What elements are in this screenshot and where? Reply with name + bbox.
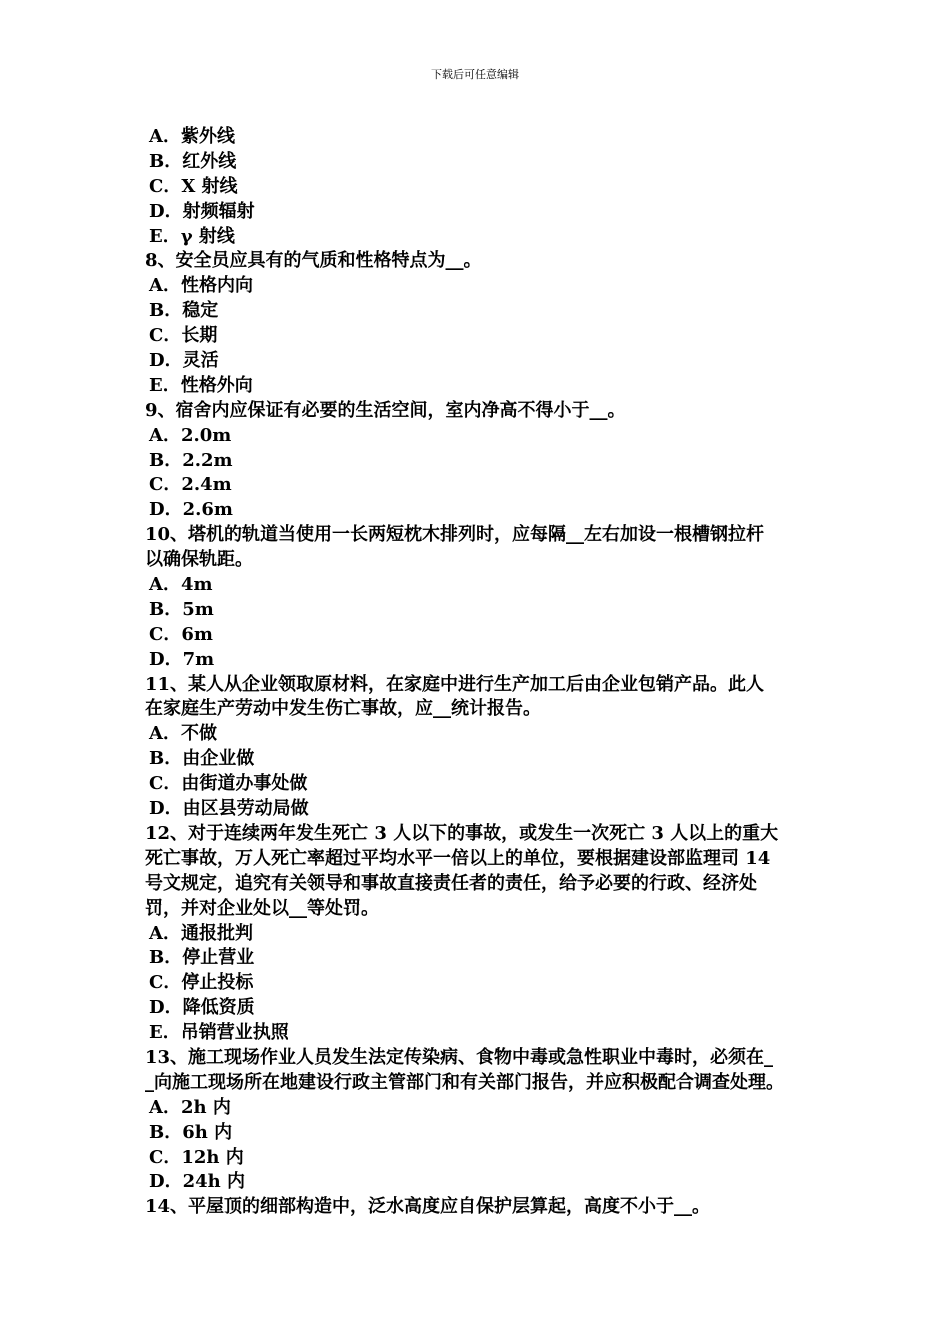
answer-option: B．稳定 [149,300,219,322]
answer-option: D．射频辐射 [149,200,255,222]
answer-option: B．由企业做 [149,748,255,770]
page-header: 下载后可任意编辑 [431,68,519,81]
question-text: 12、对于连续两年发生死亡 3 人以下的事故，或发生一次死亡 3 人以上的重大 [145,822,779,844]
answer-option: A．通报批判 [149,922,253,944]
question-text: 在家庭生产劳动中发生伤亡事故，应__统计报告。 [145,698,541,720]
answer-option: D．降低资质 [149,997,255,1019]
answer-option: B．5m [149,598,214,620]
answer-option: C．由街道办事处做 [149,773,308,795]
question-text: 号文规定，追究有关领导和事故直接责任者的责任，给予必要的行政、经济处 [145,872,757,894]
answer-option: C．6m [149,623,213,645]
answer-option: A．2h 内 [149,1096,231,1118]
question-text: 14、平屋顶的细部构造中，泛水高度应自保护层算起，高度不小于__。 [145,1196,711,1218]
question-text: 13、施工现场作业人员发生法定传染病、食物中毒或急性职业中毒时，必须在_ [145,1046,774,1068]
answer-option: A．性格内向 [149,275,253,297]
answer-option: B．红外线 [149,150,237,172]
answer-option: C．X 射线 [149,175,238,197]
answer-option: E．性格外向 [149,374,253,396]
answer-option: A．2.0m [149,424,232,446]
question-text: 9、宿舍内应保证有必要的生活空间，室内净高不得小于__。 [145,399,626,421]
answer-option: D．由区县劳动局做 [149,798,309,820]
question-text: 罚，并对企业处以__等处罚。 [145,897,379,919]
answer-option: C．2.4m [149,474,232,496]
answer-option: D．7m [149,648,215,670]
question-text: 10、塔机的轨道当使用一长两短枕木排列时，应每隔__左右加设一根槽钢拉杆 [145,524,765,546]
question-text: 死亡事故，万人死亡率超过平均水平一倍以上的单位，要根据建设部监理司 14 [145,847,771,869]
answer-option: B．2.2m [149,449,233,471]
answer-option: C．停止投标 [149,972,254,994]
answer-option: A．4m [149,574,213,596]
answer-option: E．γ 射线 [149,225,235,247]
answer-option: E．吊销营业执照 [149,1022,289,1044]
question-text: 以确保轨距。 [145,549,253,571]
answer-option: C．12h 内 [149,1146,244,1168]
answer-option: D．灵活 [149,350,219,372]
question-text: 8、安全员应具有的气质和性格特点为__。 [145,250,482,272]
answer-option: C．长期 [149,325,218,347]
answer-option: B．停止营业 [149,947,255,969]
answer-option: A．紫外线 [149,126,235,147]
document-body [145,125,825,1220]
question-text: _向施工现场所在地建设行政主管部门和有关部门报告，并应积极配合调查处理。 [145,1071,784,1093]
answer-option: B．6h 内 [149,1121,233,1143]
question-text: 11、某人从企业领取原材料，在家庭中进行生产加工后由企业包销产品。此人 [145,673,765,695]
answer-option: D．2.6m [149,499,233,521]
answer-option: A．不做 [149,723,217,745]
answer-option: D．24h 内 [149,1171,246,1193]
